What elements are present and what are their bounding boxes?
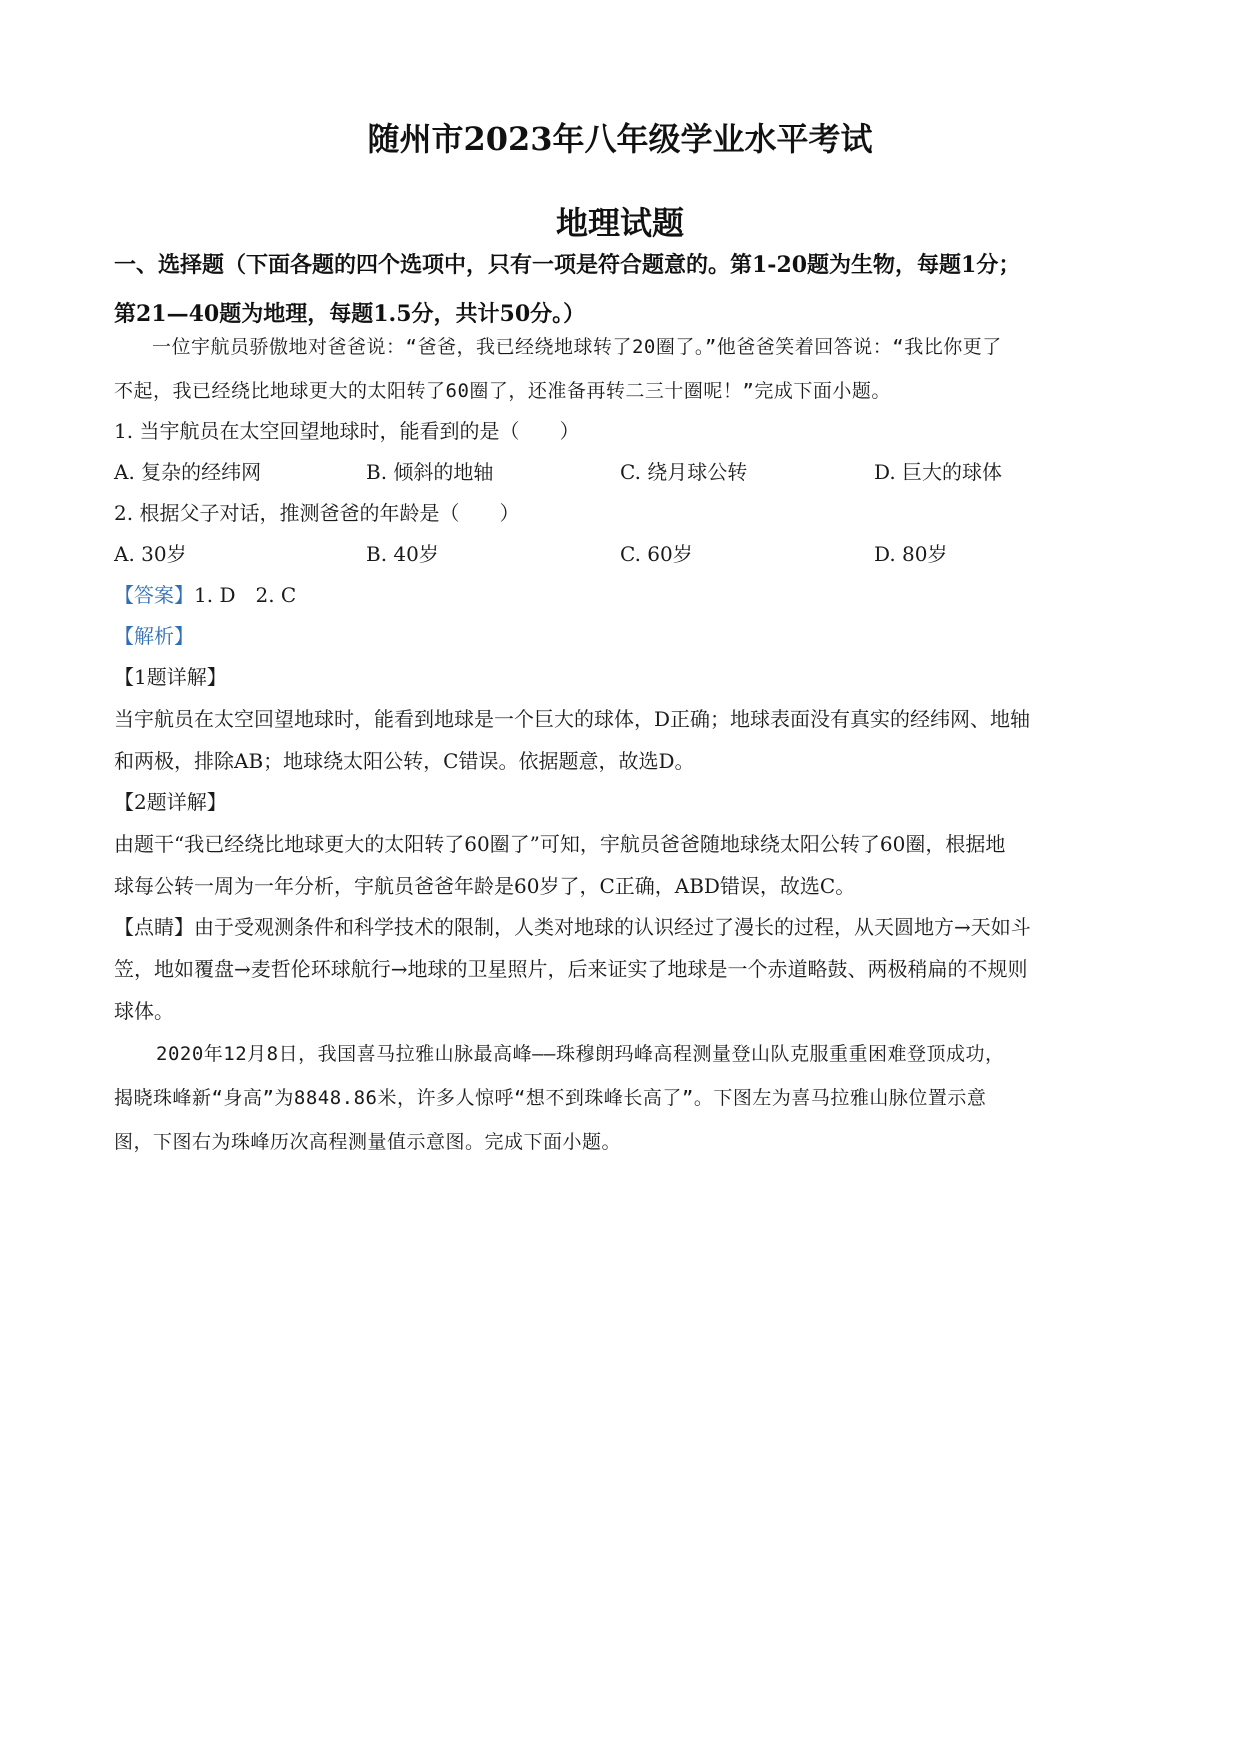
analysis-label: 【解析】 (114, 624, 194, 648)
section-header-line-2: 第21—40题为地理，每题1.5分，共计50分。） (114, 301, 586, 327)
detail-2-line-2: 球每公转一周为一年分析，宇航员爸爸年龄是60岁了，C正确，ABD错误，故选C。 (114, 874, 856, 898)
passage1-line-2: 不起，我已经绕比地球更大的太阳转了60圈了，还准备再转二三十圈呢！”完成下面小题。 (114, 380, 891, 402)
detail-2-line-1: 由题干“我已经绕比地球更大的太阳转了60圈了”可知，宇航员爸爸随地球绕太阳公转了60圈，根据地 (114, 832, 1006, 856)
answer-label: 【答案】 (114, 583, 194, 607)
tips-label: 【点睛】 (114, 915, 194, 939)
detail-1-line-1: 当宇航员在太空回望地球时，能看到地球是一个巨大的球体，D正确；地球表面没有真实的经纬网、地轴 (114, 707, 1031, 731)
passage2-line-3: 图，下图右为珠峰历次高程测量值示意图。完成下面小题。 (114, 1131, 622, 1153)
detail-1-line-2: 和两极，排除AB；地球绕太阳公转，C错误。依据题意，故选D。 (114, 749, 695, 773)
section-header-line-1: 一、选择题（下面各题的四个选项中，只有一项是符合题意的。第1-20题为生物，每题1分； (114, 252, 1021, 278)
detail-2-label: 【2题详解】 (114, 790, 227, 814)
question-1-option-a: A. 复杂的经纬网 (114, 460, 262, 484)
answer-text: 1. D 2. C (194, 583, 297, 607)
answer-line (114, 579, 1144, 608)
tips-line-1 (114, 911, 1144, 940)
tips-line-2: 笠，地如覆盘→麦哲伦环球航行→地球的卫星照片，后来证实了地球是一个赤道略鼓、两极稍扁的不规则 (114, 957, 1028, 981)
question-1-stem: 1. 当宇航员在太空回望地球时，能看到的是（ ） (114, 419, 580, 443)
passage1-line-1: 一位宇航员骄傲地对爸爸说：“爸爸，我已经绕地球转了20圈了。”他爸爸笑着回答说：“我比你更了 (152, 336, 1002, 358)
question-2-option-c: C. 60岁 (620, 542, 693, 566)
section-header (114, 241, 1134, 339)
question-1-option-d: D. 巨大的球体 (874, 460, 1003, 484)
question-2-option-b: B. 40岁 (366, 542, 439, 566)
tips-line-3: 球体。 (114, 999, 174, 1023)
question-2-option-a: A. 30岁 (114, 542, 187, 566)
tips-text-1: 由于受观测条件和科学技术的限制，人类对地球的认识经过了漫长的过程，从天圆地方→天如斗 (194, 915, 1031, 939)
page-subtitle: 地理试题 (555, 204, 684, 242)
question-1-option-b: B. 倾斜的地轴 (366, 460, 494, 484)
question-2-option-d: D. 80岁 (874, 542, 948, 566)
question-2-stem: 2. 根据父子对话，推测爸爸的年龄是（ ） (114, 501, 520, 525)
passage2-line-1: 2020年12月8日，我国喜马拉雅山脉最高峰——珠穆朗玛峰高程测量登山队克服重重困难登顶成功， (156, 1043, 1005, 1065)
passage2-line-2: 揭晓珠峰新“身高”为8848.86米，许多人惊呼“想不到珠峰长高了”。下图左为喜马拉雅山脉位置示意 (114, 1087, 987, 1109)
question-1-option-c: C. 绕月球公转 (620, 460, 748, 484)
page-title: 随州市2023年八年级学业水平考试 (367, 120, 873, 158)
detail-1-label: 【1题详解】 (114, 665, 227, 689)
